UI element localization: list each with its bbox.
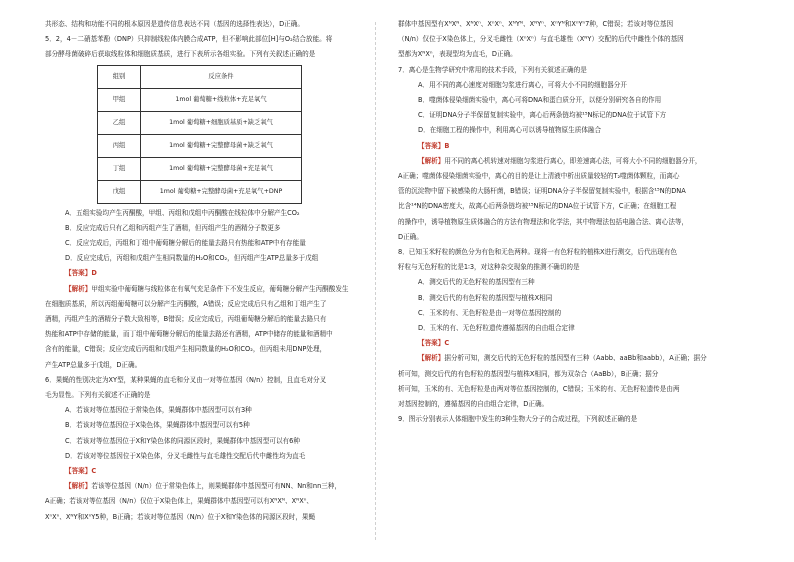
q8-option-a: A．测交后代的无色籽粒的基因型有三种	[418, 278, 535, 287]
q9-stem: 9．图示分别表示人体细胞中发生的3种生物大分子的合成过程，下列叙述正确的是	[398, 415, 638, 424]
q5-analysis-line: 在细胞质基质，所以丙组葡萄糖可以分解产生丙酮酸，A错误；反应完成后只有乙组和丁组产生了	[45, 299, 327, 308]
q7-option-b: B．噬菌体侵染细菌实验中，离心可将DNA和蛋白质分开，以便分别研究各自的作用	[418, 96, 662, 105]
q7-stem: 7．离心是生物学研究中常用的技术手段，下列有关叙述正确的是	[398, 65, 587, 74]
q5-analysis-line: 产生ATP总量多于戊组，D正确。	[45, 360, 142, 369]
table-cell-condition: 1mol 葡萄糖+完整酵母菌+充足氧气	[141, 157, 302, 180]
q6-option-c: C．若该对等位基因位于X和Y染色体的同源区段时，果蝇群体中基因型可以有6种	[65, 436, 300, 445]
q6-option-a: A．若该对等位基因位于常染色体，果蝇群体中基因型可以有3种	[65, 406, 252, 415]
table-cell-condition: 1mol 葡萄糖+线粒体+充足氧气	[141, 88, 302, 111]
table-cell-condition: 1mol 葡萄糖+细胞质基质+缺乏氧气	[141, 111, 302, 134]
table-cell-group: 甲组	[98, 88, 141, 111]
analysis-tag: 【解析】	[418, 156, 445, 165]
q8-analysis-line: 对基因控制的，遵循基因的自由组合定律，D正确。	[398, 400, 549, 409]
table-row	[98, 134, 302, 157]
q8-answer: 【答案】C	[418, 339, 450, 348]
q7-analysis-line: 【解析】用不同的离心机转速对细胞匀浆进行离心，即差速离心法，可将大小不同的细胞器分开，	[418, 156, 702, 165]
q7-analysis-line: 管的沉淀物中留下被感染的大肠杆菌，B错误；证明DNA分子半保留复制实验中，根据含¹⁵N的DNA	[398, 187, 686, 196]
q8-analysis-line: 析可知，测交后代的有色籽粒的基因型与植株X相同，都为双杂合（AaBb），B正确；据分	[398, 369, 659, 378]
table-cell-group: 乙组	[98, 111, 141, 134]
q6-analysis-line: XⁿXⁿ、XᴺY和XⁿY5种，B正确；若该对等位基因（N/n）位于X和Y染色体的同源区段时，果蝇	[45, 512, 316, 521]
table-row	[98, 157, 302, 180]
table-header-condition: 反应条件	[141, 65, 302, 88]
table-cell-group: 丙组	[98, 134, 141, 157]
analysis-tag: 【解析】	[65, 284, 92, 293]
q7-answer: 【答案】B	[418, 141, 450, 150]
q5-stem-line-1: 5．2，4－二硝基苯酚（DNP）只抑制线粒体内膜合成ATP，但不影响此部位[H]与O₂结合放能。将	[45, 35, 333, 44]
table-header-group: 组别	[98, 65, 141, 88]
q5-option-c: C．反应完成后，丙组和丁组中葡萄糖分解后的能量去路只有热能和ATP中有存能量	[65, 239, 306, 248]
q6-answer: 【答案】C	[65, 467, 97, 476]
q5-answer: 【答案】D	[65, 269, 97, 278]
q6-analysis-line: 【解析】若该等位基因（N/n）位于常染色体上，则果蝇群体中基因型可有NN、Nn和nn三种，	[65, 482, 342, 491]
q5-analysis-line: 【解析】甲组实验中葡萄糖与线粒体在有氧气充足条件下不发生反应，葡萄糖分解产生丙酮酸发生	[65, 284, 349, 293]
q8-option-d: D．玉米的有、无色籽粒遗传遵循基因的自由组合定律	[418, 324, 575, 333]
table-cell-condition: 1mol 葡萄糖+完整酵母菌+缺乏氧气	[141, 134, 302, 157]
table-row	[98, 180, 302, 203]
table-cell-group: 丁组	[98, 157, 141, 180]
q8-analysis-line: 【解析】据分析可知，测交后代的无色籽粒的基因型有三种（Aabb、aaBb和aabb），A正确；据分	[418, 354, 707, 363]
q7-option-a: A．用不同的离心速度对细胞匀浆进行离心，可将大小不同的细胞器分开	[418, 80, 627, 89]
q7-analysis-line: A正确；噬菌体侵染细菌实验中，离心的目的是让上清液中析出质量较轻的T₂噬菌体颗粒，而离心	[398, 172, 680, 181]
q7-option-c: C．证明DNA分子半保留复制实验中，离心后两条链均被¹⁵N标记的DNA位于试管下方	[418, 111, 667, 120]
q5-analysis-line: 含有的能量，C错误；反应完成后丙组和戊组产生相同数量的H₂O和CO₂，但丙组未用DNP处理，	[45, 345, 327, 354]
q8-stem-line-1: 8．已知玉米籽粒的颜色分为有色和无色两种。现将一有色籽粒的植株X进行测交，后代出现有色	[398, 248, 678, 257]
table-header-row	[98, 65, 302, 88]
q5-analysis-line: 热能和ATP中存储的能量，而丁组中葡萄糖分解后的能量去路还有酒精，ATP中储存的能量和酒精中	[45, 330, 333, 339]
right-column	[398, 17, 753, 427]
q6-stem-line-2: 毛为显性。下列有关叙述不正确的是	[45, 391, 151, 400]
q5-option-a: A．五组实验均产生丙酮酸，甲组、丙组和戊组中丙酮酸在线粒体中分解产生CO₂	[65, 208, 300, 217]
q5-option-b: B．反应完成后只有乙组和丙组产生了酒精，但丙组产生的酒精分子数更多	[65, 223, 281, 232]
q8-option-b: B．测交后代的有色籽粒的基因型与植株X相同	[418, 293, 553, 302]
q5-analysis-line: 酒精，丙组产生的酒精分子数大致相等，B错误；反应完成后，丙组葡萄糖分解后的能量去路只有	[45, 315, 327, 324]
q6-analysis-cont: 型都为XᴺXⁿ，表现型均为直毛，D正确。	[398, 50, 517, 59]
q6-analysis-cont: 群体中基因型有XᴺXᴺ、XᴺXⁿ、XⁿXⁿ、XᴺYᴺ、XᴺYⁿ、XⁿYᴺ和XⁿYⁿ7种，C错误；若该对等位基因	[398, 20, 674, 28]
q7-option-d: D．在细胞工程的操作中，利用离心可以诱导植物原生质体融合	[418, 126, 602, 135]
q5-option-d: D．反应完成后，丙组和戊组产生相同数量的H₂O和CO₂，但丙组产生ATP总量多于戊组	[65, 254, 319, 263]
q6-analysis-cont: （N/n）仅位于X染色体上，分叉毛雌性（XⁿXⁿ）与直毛雄性（XᴺY）交配的后代中雌性个体的基因	[398, 35, 684, 44]
table-row	[98, 88, 302, 111]
analysis-tag: 【解析】	[418, 354, 445, 363]
q5-stem-line-2: 部分酵母菌破碎后获取线粒体和细胞质基质，进行下表所示各组实验。下列有关叙述正确的是	[45, 50, 316, 59]
q6-stem-line-1: 6．果蝇的性别决定为XY型，某种果蝇的直毛和分叉由一对等位基因（N/n）控制，且直毛对分叉	[45, 375, 327, 384]
q8-stem-line-2: 籽粒与无色籽粒的比是1∶3，对这种杂交现象的推测不确切的是	[398, 263, 580, 272]
q7-analysis-line: 比含¹⁴N的DNA密度大，故离心后两条链均被¹⁵N标记的DNA位于试管下方，C正确；在细胞工程	[398, 202, 677, 211]
q7-analysis-line: D正确。	[398, 232, 423, 241]
table-cell-group: 戊组	[98, 180, 141, 203]
analysis-tag: 【解析】	[65, 482, 92, 491]
table-row	[98, 111, 302, 134]
table-cell-condition: 1mol 葡萄糖+完整酵母菌+充足氧气+DNP	[141, 180, 302, 203]
q5-experiment-table	[97, 65, 302, 204]
q7-analysis-line: 的操作中，诱导植物原生质体融合的方法有物理法和化学法，其中物理法包括电融合法、离心法等，	[398, 217, 689, 226]
intro-line: 共形态、结构和功能不同的根本原因是遗传信息表达不同（基因的选择性表达），D正确。	[45, 20, 304, 28]
q8-analysis-line: 析可知，玉米的有、无色籽粒是由两对等位基因控制的，C错误；玉米的有、无色籽粒遗传是由两	[398, 384, 680, 393]
q8-option-c: C．玉米的有、无色籽粒是由一对等位基因控制的	[418, 308, 562, 317]
q6-option-d: D．若该对等位基因位于X染色体，分叉毛雌性与直毛雄性交配后代中雌性均为直毛	[65, 451, 306, 460]
q6-analysis-line: A正确；若该对等位基因（N/n）仅位于X染色体上，果蝇群体中基因型可以有XᴺXᴺ、XᴺXⁿ、	[45, 497, 313, 506]
left-column	[45, 17, 400, 525]
q6-option-b: B．若该对等位基因位于X染色体，果蝇群体中基因型可以有5种	[65, 421, 250, 430]
